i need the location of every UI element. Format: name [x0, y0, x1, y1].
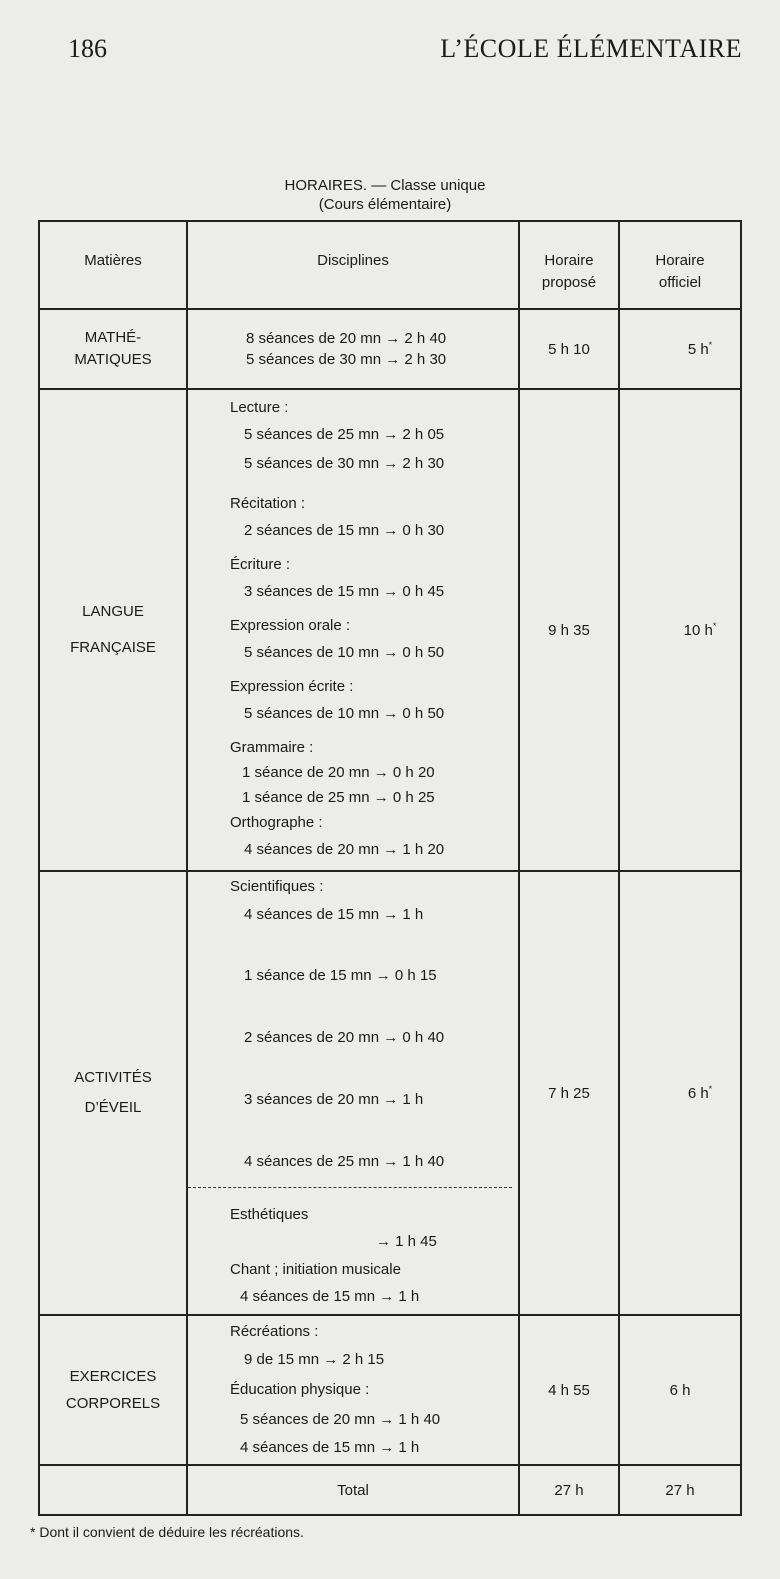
header-propose-line1: Horaire: [544, 252, 594, 269]
discipline-line: 5 séances de 20 mn → 1 h 40: [240, 1411, 441, 1428]
discipline-line: 3 séances de 20 mn → 1 h: [244, 1091, 424, 1108]
matiere-mathematiques: [39, 309, 187, 389]
footnote-mark: *: [708, 1084, 713, 1094]
officiel-exercices-corporels: 6 h: [619, 1315, 741, 1465]
header-row: [39, 221, 741, 309]
total-propose: 27 h: [519, 1465, 619, 1515]
header-propose-line2: proposé: [541, 274, 597, 291]
total-empty-cell: [39, 1465, 187, 1515]
discipline-heading: Grammaire :: [230, 739, 314, 756]
caption-title: HORAIRES. — Classe unique: [284, 177, 486, 194]
matiere-label: MATHÉ-: [84, 329, 142, 346]
officiel-value: 10 h: [683, 622, 713, 639]
row-exercices-corporels: [39, 1315, 741, 1465]
officiel-activites-eveil: [619, 871, 741, 1315]
discipline-line: 1 séance de 15 mn → 0 h 15: [244, 967, 437, 984]
discipline-line: 5 séances de 10 mn → 0 h 50: [244, 705, 445, 722]
row-activites-eveil: [39, 871, 741, 1315]
discipline-line: 5 séances de 30 mn → 2 h 30: [244, 455, 445, 472]
header-disciplines: Disciplines: [187, 221, 519, 309]
footnote-mark: *: [708, 340, 713, 350]
running-title: L’ÉCOLE ÉLÉMENTAIRE: [440, 34, 742, 63]
matiere-label: EXERCICES: [69, 1368, 157, 1385]
row-total: [39, 1465, 741, 1515]
discipline-heading: Récréations :: [230, 1323, 319, 1340]
dashed-separator: [188, 1187, 512, 1188]
footnote: * Dont il convient de déduire les récréations.: [30, 1524, 304, 1540]
table-caption: [230, 176, 540, 214]
discipline-heading: Récitation :: [230, 495, 306, 512]
discipline-line: 2 séances de 15 mn → 0 h 30: [244, 522, 445, 539]
officiel-mathematiques: [619, 309, 741, 389]
discipline-line: 1 séance de 25 mn → 0 h 25: [242, 789, 435, 806]
header-horaire-officiel: [619, 221, 741, 309]
matiere-label: D’ÉVEIL: [84, 1099, 142, 1116]
discipline-line: 9 de 15 mn → 2 h 15: [244, 1351, 385, 1368]
schedule-table: [38, 220, 742, 1516]
matiere-label: MATIQUES: [74, 351, 152, 368]
discipline-heading: Lecture :: [230, 399, 289, 416]
total-label: Total: [187, 1465, 519, 1515]
disciplines-activites-eveil: [187, 871, 519, 1315]
discipline-line: 5 séances de 30 mn → 2 h 30: [246, 351, 447, 368]
matiere-label: CORPORELS: [65, 1395, 161, 1412]
discipline-line: 4 séances de 15 mn → 1 h: [244, 906, 424, 923]
header-matieres: Matières: [39, 221, 187, 309]
row-mathematiques: [39, 309, 741, 389]
discipline-line: 4 séances de 25 mn → 1 h 40: [244, 1153, 445, 1170]
matiere-activites-eveil: [39, 871, 187, 1315]
discipline-line: 3 séances de 15 mn → 0 h 45: [244, 583, 445, 600]
discipline-line: 8 séances de 20 mn → 2 h 40: [246, 330, 447, 347]
officiel-langue-francaise: [619, 389, 741, 871]
officiel-value: 6 h: [687, 1085, 709, 1102]
page-header: [0, 34, 780, 74]
row-langue-francaise: [39, 389, 741, 871]
discipline-heading: Orthographe :: [230, 814, 323, 831]
discipline-heading: Expression écrite :: [230, 678, 354, 695]
matiere-langue-francaise: [39, 389, 187, 871]
discipline-line: 2 séances de 20 mn → 0 h 40: [244, 1029, 445, 1046]
discipline-heading: Écriture :: [230, 556, 291, 573]
caption-subtitle: (Cours élémentaire): [318, 196, 452, 213]
header-officiel-line2: officiel: [658, 274, 702, 291]
discipline-line: 5 séances de 25 mn → 2 h 05: [244, 426, 445, 443]
propose-exercices-corporels: 4 h 55: [519, 1315, 619, 1465]
matiere-label: FRANÇAISE: [70, 639, 156, 656]
disciplines-exercices-corporels: [187, 1315, 519, 1465]
disciplines-langue-francaise: [187, 389, 519, 871]
discipline-heading: Esthétiques: [230, 1206, 309, 1223]
discipline-line: 1 séance de 20 mn → 0 h 20: [242, 764, 435, 781]
matiere-exercices-corporels: [39, 1315, 187, 1465]
matiere-label: LANGUE: [82, 603, 144, 620]
discipline-line: 5 séances de 10 mn → 0 h 50: [244, 644, 445, 661]
disciplines-mathematiques: [187, 309, 519, 389]
header-horaire-propose: [519, 221, 619, 309]
propose-activites-eveil: 7 h 25: [519, 871, 619, 1315]
officiel-value: 5 h: [687, 341, 709, 358]
discipline-line: → 1 h 45: [376, 1233, 437, 1250]
discipline-heading: Expression orale :: [230, 617, 351, 634]
discipline-line: 4 séances de 15 mn → 1 h: [240, 1439, 420, 1456]
header-officiel-line1: Horaire: [655, 252, 705, 269]
discipline-heading: Scientifiques :: [230, 878, 324, 895]
propose-mathematiques: 5 h 10: [519, 309, 619, 389]
discipline-heading: Éducation physique :: [230, 1381, 370, 1398]
discipline-line: 4 séances de 20 mn → 1 h 20: [244, 841, 445, 858]
footnote-mark: *: [712, 621, 717, 631]
matiere-label: ACTIVITÉS: [74, 1069, 152, 1086]
propose-langue-francaise: 9 h 35: [519, 389, 619, 871]
total-officiel: 27 h: [619, 1465, 741, 1515]
discipline-heading: Chant ; initiation musicale: [230, 1261, 401, 1278]
page-number: 186: [68, 34, 107, 63]
discipline-line: 4 séances de 15 mn → 1 h: [240, 1288, 420, 1305]
